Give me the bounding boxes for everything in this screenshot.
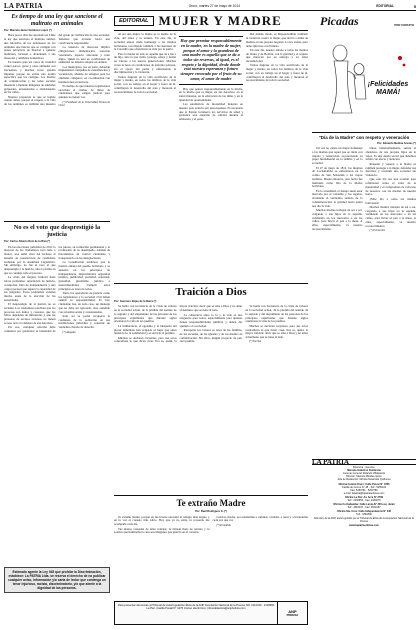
article-te-extrano xyxy=(114,498,308,577)
credits-line: Casilla de Correo N° 48 - Telf.: 5255100 xyxy=(341,485,387,489)
divider xyxy=(114,495,308,496)
article-maltrato-animal xyxy=(4,14,110,219)
mother-head-shape xyxy=(333,45,347,61)
paragraph: Hace pocos días fue aprobada en Chile la ley que sanciona el maltrato animal, una iniciativa de los defensores de los animales que buscan que se castigue con penas privativas de libertad a quienes maltraten, torturen o abandonen a sus mascotas y animales domésticos. xyxy=(4,34,56,60)
newspaper-brand: LA PATRIA xyxy=(4,2,43,11)
paragraph: La tenencia de mascotas implica obligaciones: alimentación, atención veterinaria, espacio adecuado y trato digno. Quien no está en condiciones de asumirlas no debería adoptar un animal. xyxy=(58,45,110,65)
anp-logo xyxy=(277,602,307,624)
article-body xyxy=(114,516,308,578)
page-number: 5 xyxy=(413,4,416,9)
credits-brand: LA PATRIA xyxy=(312,461,416,465)
paragraph: Muchas madres trabajan de sol a sol, cargando a sus hijos en la espalda, vendiendo en los mercados o en las calles, para llevar el pan a la mesa. A ellas, especialmente, va nuestro reconocimiento. xyxy=(312,208,363,231)
paragraph: Que este día sea una ocasión para reflexionar sobre el valor de la maternidad y el compromiso de cada uno de nosotros con las madres de nuestra tierra. xyxy=(365,177,416,197)
article-byline: Por: Eduardo Medina Arenas (*) xyxy=(377,142,416,145)
heart-dot xyxy=(398,56,402,60)
paragraph: Se habla con frecuencia de la crisis de valores en la sociedad actual, de la pérdida del sentido de lo sagrado y del alejamiento de las personas de los principios espirituales que durante siglos orientaron la vida de los pueblos. xyxy=(245,305,308,324)
article-headline: "Día de la Madre" con respeto y veneración xyxy=(318,135,410,140)
center-column xyxy=(114,13,308,625)
article-body xyxy=(4,246,110,564)
article-byline: Por: Raúl Rodríguez G. (*) xyxy=(195,510,227,514)
paragraph: Respetar y venerar a la madre es también proteger a la mujer, defender sus derechos y construir una sociedad sin violencia. xyxy=(365,161,416,178)
credits-line: Marcela Gutiérrez Zambrana xyxy=(347,469,381,473)
paragraph: Hay que pensar responsablemente en la madre, en la madre que es mujer, en sus derechos, en la salud materna, en la educación de las niñas y en la igualdad de oportunidades. xyxy=(179,87,243,102)
author-note: (*) Es Docente xyxy=(369,228,386,232)
paragraph: El desprestigio de la justicia no es reciente. Los ciudadanos perciben que los procesos son lentos y costosos, que los fallos dependen de influencias y que las personas de escasos recursos no tienen acceso real a la defensa de sus derechos. xyxy=(4,302,56,325)
author-note: (*) Abogado xyxy=(62,330,76,334)
paragraph: En la actualidad, el festejo suele estar marcado por el consumo y los regalos, olvidando el verdadero sentido de la conmemoración: la gratitud hacia quien nos dio la vida. xyxy=(312,188,363,208)
credits-line: Oficina Cochabamba: Calle Lanza N° 300 esq. Junín xyxy=(333,502,395,506)
credits-line: Telf.: 4516037 - Fax: 4520157 xyxy=(347,505,381,509)
paragraph: Por eso, cualquier reforma debe comenzar por garantizar la idoneidad de los jueces, su formación permanente y la evaluación de su desempeño, además de mecanismos de control ciudadano y transparencia en las designaciones. xyxy=(4,245,110,333)
editorial-tag: EDITORIAL xyxy=(114,16,154,26)
paragraph: Es tiempo de que nuestros legisladores escuchen el clamor de miles de ciudadanos que exigen justicia para quienes no tienen voz. xyxy=(58,83,110,100)
paragraph: La indiferencia, el egoísmo y la búsqueda del placer inmediato han ocupado el lugar que antes tenían la fe, la solidaridad y el servicio al prójimo. xyxy=(114,323,177,336)
cartoon-greeting: ¡Felicidades MAMÁ! xyxy=(367,81,409,96)
article-dia-de-la-madre xyxy=(312,135,416,457)
paragraph: En las elecciones judiciales de 2011 la mayoría de los ciudadanos votó nulo o blanco, una señal clara del rechazo al sistema de preselección de candidatos realizado por la Asamblea Legislativa. Sin embargo, no fue el voto el que desprestigió a la justicia, sino la forma en que se condujo todo el proceso. xyxy=(4,245,56,275)
article-headline: Es tiempo de una ley que sancione el maltrato en animales xyxy=(11,14,103,27)
article-body xyxy=(312,147,416,457)
discrimination-law-notice: Estimado agente la Ley 045 que prohíbe la Discriminación, establece: La PATRIA Ltda. se reserva el derecho de no publicar cualquier aviso, información y/o carta de lector que contenga un tenor injurioso, racista, discriminatorio, y/o que atente a la dignidad de las personas. xyxy=(4,567,110,593)
article-body xyxy=(4,34,110,219)
credits-line: Gerente General: Rolando Villalpando xyxy=(342,472,386,476)
mother-body-shape xyxy=(332,61,352,113)
heart-dot xyxy=(403,64,406,67)
paragraph: Los municipios, por su parte, deberían implementar campañas de esterilización y vacunación, además de refugios para los animales callejeros, en coordinación con instituciones protectoras. xyxy=(58,64,110,84)
paragraph: Tal vez no existe un mejor homenaje a las madres que aquel que se rinde con respeto y veneración, reconociendo su papel fundamental en la familia y en la sociedad. xyxy=(312,147,363,166)
credits-line: Oficina La Paz: Av. Arce N° 2799 xyxy=(344,495,384,499)
paragraph: Se habla con frecuencia de la crisis de valores en la sociedad actual, de la pérdida del sentido de lo sagrado y del alejamiento de las personas de los principios espirituales que durante siglos orientaron la vida de los pueblos. xyxy=(114,305,177,324)
article-headline: No es el voto que desprestigió la justicia xyxy=(13,224,101,239)
masthead xyxy=(4,3,416,11)
credits-line: Directora - Gerente: xyxy=(352,466,376,470)
editorial-body-center xyxy=(179,88,243,282)
author-note: (*) Periodista xyxy=(216,523,231,527)
paragraph: Nuestra propuesta es que se legisle cuanto antes, porque el respeto a la vida de los animales es también una muestra del grado de civilización de una sociedad. Tenemos que avanzar hacia una convivencia responsable. xyxy=(4,34,110,107)
editorial-section xyxy=(114,13,308,281)
article-byline: Por: Guerrero Rojas de la Barra (*) xyxy=(114,300,157,304)
article-headline: Traición a Dios xyxy=(175,286,247,299)
editorial-headline: MUJER Y MADRE xyxy=(158,13,282,28)
editorial-body-left xyxy=(114,33,176,281)
author-note: (*) Escritor xyxy=(249,340,262,344)
paragraph: Te extraño madre, porque en tus brazos encontré el refugio más seguro y en tu voz el consejo más sabio. Hoy que ya no estás, tu recuerdo me acompaña cada día. xyxy=(114,515,210,527)
cartoon-author: POR CODUITO xyxy=(394,23,414,27)
picadas-cartoon xyxy=(312,13,416,133)
paragraph: En nuestro país los casos de crueldad contra perros, gatos y otros animales son frecuentes, y muchas veces quedan impunes porque no existe una norma específica que los castigue. Los medios de comunicación y las redes sociales muestran a menudo imágenes de animales golpeados, envenenados o abandonados en las calles. xyxy=(4,60,56,95)
credits-box xyxy=(312,459,416,527)
credits-line[interactable]: e-mail: lapatria@lapatriaenlinea.com xyxy=(343,491,385,495)
paragraph: Tanto los operadores de justicia como los legisladores y la sociedad civil deben asumir su responsabilidad. El voto ciudadano fue, en todo caso, un mensaje que no debe ser ignorado, sino atendido con reformas serias y consensuadas. xyxy=(58,290,110,314)
paragraph: Recuperar los valores es tarea de las familias, de las escuelas, de las iglesias y de los medios de comunicación. Sin ellos, ningún proyecto de país será posible. xyxy=(179,328,243,344)
article-byline: Por: Marcela Javier Gutiérrez López (*) xyxy=(4,29,52,33)
paragraph: La coherencia entre la fe y la vida es una exigencia para todos, especialmente para quienes tienen responsabilidades públicas y deben dar ejemplo a la sociedad. xyxy=(179,312,243,328)
paragraph: Sólo así se podrá recuperar la confianza de la población en sus instituciones judiciales y construir un verdadero Estado de derecho. xyxy=(58,313,110,330)
mother-child-illustration xyxy=(312,13,416,133)
paragraph: Otras, lamentablemente, sufren el abandono de sus propios hijos en la vejez. Es una deuda social que debemos saldar con afecto y atención. xyxy=(365,147,416,162)
paragraph: Tantas mujeres en la vida sacrificada de la mujer y madre, en todos los ámbitos de la vida social, con su trabajo en el hogar y fuera de él, contribuyen al desarrollo del país y merecen el reconocimiento de toda la sociedad. xyxy=(114,74,176,94)
child-head-shape xyxy=(354,64,364,75)
article-byline: Por: Carlos Alberto Ruiz de la Riva (*) xyxy=(4,240,51,244)
credits-line: Telf.: 2430950 - Fax: 2433076 xyxy=(347,498,381,502)
credits-line: Miembro de la ANP, autorregulado por el Tribunal de Ética de la Asociación Nacional de la Prensa xyxy=(314,516,414,524)
logo-bottom: PRENSA xyxy=(286,612,299,617)
article-headline: Te extraño Madre xyxy=(176,498,246,509)
credits-line: Oficina Central Oruro: Calle Potosí N° 1065 xyxy=(338,482,390,486)
paragraph: La Constitución establece que la justicia emana del pueblo boliviano y se sustenta en los principios de independencia, imparcialidad, seguridad jurídica, publicidad, probidad, celeridad, gratuidad, pluralismo jurídico e interculturalidad. Cumplir estos principios es tarea de todos. xyxy=(58,260,110,291)
banner-text: Para presentar denuncias al Tribunal de Autorregulación Ética de la ANP Asociación Nacional de la Prensa Telf. 2112430 - 2118990 La Paz. Casilla Postal N° 4476 Correo electrónico: tribunaldeetica@anpbolivia.com xyxy=(117,603,275,610)
credits-line: Jefe de Redacción: Mónica Navarrete Quiñones xyxy=(337,478,391,482)
credits-line: Fax: 5250781 - 5250780 xyxy=(350,488,378,492)
paragraph: El 27 de mayo de 1812, las mujeres de Cochabamba se enfrentaron en la colina de San Sebastián a las tropas realistas. Desde entonces, esta fecha fue instituida como Día de la Madre boliviana. xyxy=(312,165,363,189)
article-justicia xyxy=(4,224,110,563)
website-link[interactable]: www.lapatriaenlinea.com xyxy=(349,524,379,528)
editorial-body-right xyxy=(246,33,308,281)
paragraph: Pero la madre no sólo es aquella que da a luz a un hijo, sino la que cuida, protege, educa y forma en valores a las nuevas generaciones. Muchas veces lo hace en condiciones de extrema pobreza, sin el apoyo del padre y enfrentando la discriminación y la violencia. xyxy=(114,51,176,75)
paragraph: Del mismo modo, es imprescindible combatir la violencia contra la mujer, que afecta a miles de madres en sus propios hogares. La ley existe, pero debe aplicarse con firmeza. xyxy=(246,33,308,48)
author-note: (*) Estudiante de la Universidad Técnica de Oruro xyxy=(58,100,110,108)
paragraph: En este día, nuestro saludo a todas las madres de Oruro y de Bolivia, con la gratitud y el respeto que merecen por su entrega y su amor incondicional. xyxy=(246,47,308,64)
left-column xyxy=(4,13,110,625)
editorial-pull-quote: Hay que premiar responsablemente en la madre, en la madre de mujer, porque el amor y la grandeza de una madre es aquella que se da a todos sin reservas, al igual, es el respeto y la dignidad, desde donde está nuestra esperanza y futuro siempre renovado por el fruto de su amor, el amor de madre xyxy=(179,36,243,84)
credits-line: Telf.: 3361880 xyxy=(356,512,372,516)
paragraph: Tantas mujeres en la vida sacrificada de la mujer y madre, en todos los ámbitos de la vida social, con su trabajo en el hogar y fuera de él, contribuyen al desarrollo del país y merecen el reconocimiento de toda la sociedad. xyxy=(246,63,308,83)
paragraph: Muchos se declaran creyentes, pero sus actos contradicen lo que dicen creer. Esa es, quizá, la mayor traición: decir que se ama a Dios y no amar al hermano que se tiene al lado. xyxy=(245,323,308,340)
right-column xyxy=(312,13,416,625)
paragraph: Tus manos cansadas de tanto trabajar, tu mirada llena de ternura y tu sonrisa que iluminaba la casa son imágenes que guardo en el corazón. xyxy=(114,526,210,535)
issue-date: Oruro, martes 27 de mayo de 2014 xyxy=(188,4,241,9)
paragraph: Gracias, madre, por enseñarme a caminar, a hablar, a rezar y a levantarme cada vez que caí. xyxy=(212,515,308,523)
article-traicion xyxy=(114,286,308,493)
divider xyxy=(114,283,308,284)
article-body xyxy=(114,305,308,493)
paragraph: Muchas madres trabajan de sol a sol, cargando a sus hijos en la espalda, vendiendo en los mercados o en las calles, para llevar el pan a la mesa. A ellas, especialmente, va nuestro reconocimiento. xyxy=(365,204,416,228)
ethics-tribunal-banner xyxy=(114,601,308,625)
paragraph: ¡Feliz día a todas las madres bolivianas! xyxy=(365,196,416,205)
credits-line: Oficina Sta. Cruz: Calle Independencia N° 340 xyxy=(336,509,392,513)
section-name: EDITORIAL xyxy=(376,4,394,9)
logo-top: ANP xyxy=(288,608,297,614)
cartoon-title: Picadas xyxy=(320,14,359,28)
paragraph: La crisis del Órgano Judicial tiene raíces profundas: retardación de justicia, corrupción, falta de independencia y una carga procesal que supera la capacidad de los juzgados. Estos problemas existían mucho antes de la elección de las autoridades. xyxy=(4,275,56,302)
credits-line: Director: Marcelo Miralles Iporre xyxy=(346,475,382,479)
divider xyxy=(4,221,110,222)
paragraph: Al ser una mujer, la madre es la fuente de la vida, del amor y la ternura. En este día, la sociedad entera rinde homenaje a las madres bolivianas, recordando también a las heroínas de la Coronilla que ofrendaron su vida por la patria. xyxy=(114,33,176,52)
paragraph: Muchos se declaran creyentes, pero sus actos contradicen lo que dicen creer. Esa es, quizá, la mayor traición: decir que se ama a Dios y no amar al hermano que se tiene al lado. xyxy=(114,305,243,344)
paragraph: Las estadísticas de mortalidad materna en nuestro país todavía son preocupantes. Es necesario que el Estado fortalezca los servicios de salud y garantice una atención de calidad durante el embarazo y el parto. xyxy=(179,102,243,122)
